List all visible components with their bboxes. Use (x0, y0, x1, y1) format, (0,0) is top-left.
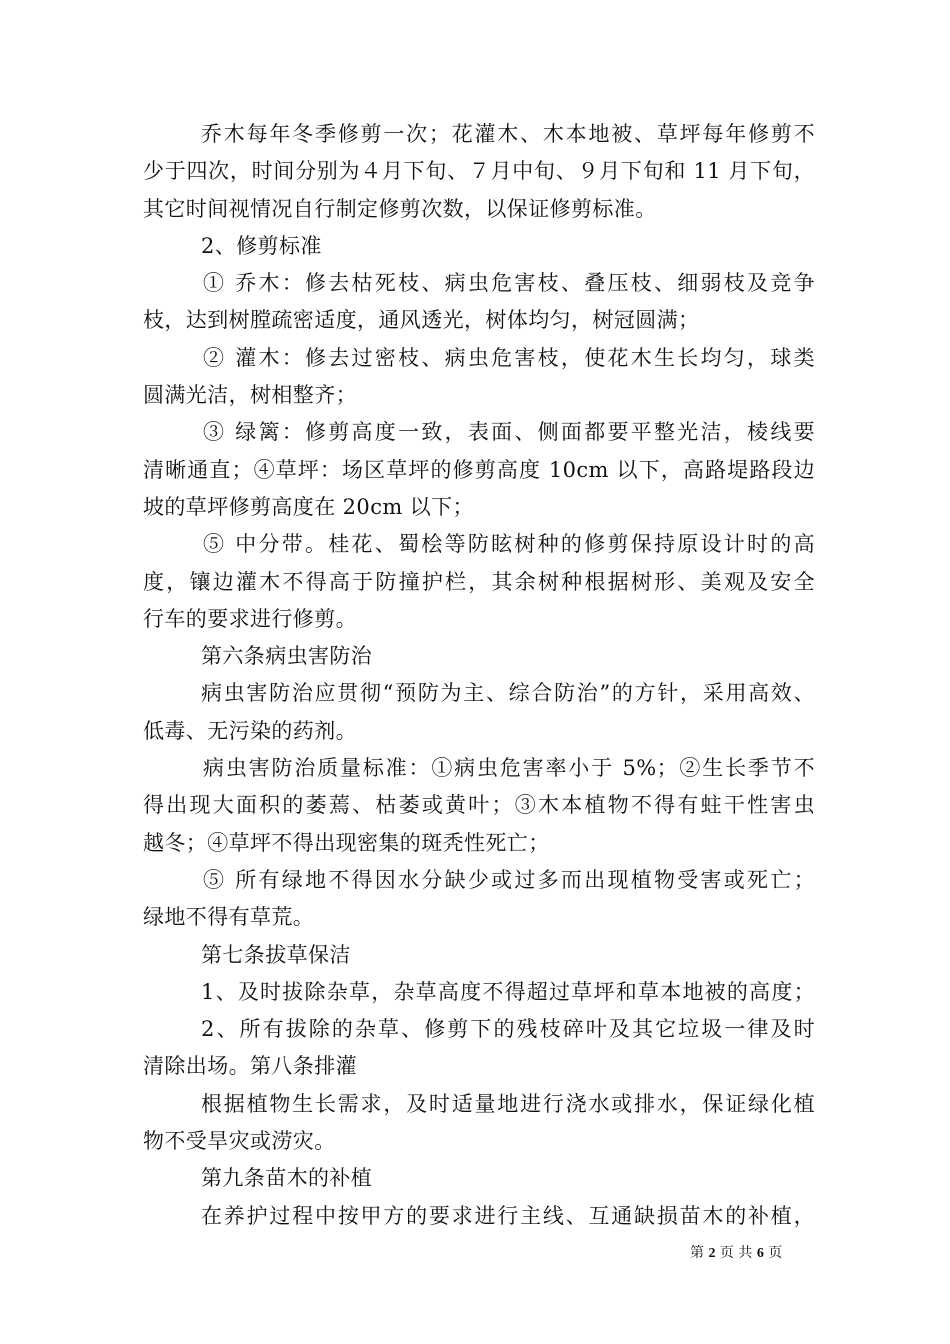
footer-suffix: 页 (768, 1245, 783, 1261)
paragraph-line: 其它时间视情况自行制定修剪次数，以保证修剪标准。 (143, 196, 657, 221)
paragraph-line: 病虫害防治质量标准：①病虫危害率小于 5%；②生长季节不 (203, 756, 815, 781)
paragraph-line: 行车的要求进行修剪。 (143, 606, 357, 631)
paragraph-line: 度，镶边灌木不得高于防撞护栏，其余树种根据树形、美观及安全 (143, 569, 815, 594)
paragraph-line: 清晰通直；④草坪：场区草坪的修剪高度 10cm 以下，高路堤路段边 (143, 457, 815, 482)
paragraph-line: 坡的草坪修剪高度在 20cm 以下； (143, 494, 474, 519)
paragraph-line: 清除出场。第八条排灌 (143, 1054, 357, 1079)
article-heading: 第九条苗木的补植 (201, 1166, 373, 1191)
paragraph-line: 绿地不得有草荒。 (143, 905, 315, 930)
paragraph-line: 病虫害防治应贯彻“预防为主、综合防治”的方针，采用高效、 (201, 681, 815, 706)
footer-prefix: 第 (690, 1245, 704, 1261)
paragraph-line: ③ 绿篱：修剪高度一致，表面、侧面都要平整光洁，棱线要 (203, 420, 815, 445)
paragraph-line: 得出现大面积的萎蔫、枯萎或黄叶；③木本植物不得有蛀干性害虫 (143, 793, 815, 818)
paragraph-line: 枝，达到树膛疏密适度，通风透光，树体均匀，树冠圆满； (143, 308, 700, 333)
document-body (143, 116, 815, 1235)
paragraph-line: 物不受旱灾或涝灾。 (143, 1129, 336, 1154)
total-page-number: 6 (756, 1246, 764, 1261)
paragraph-line: 圆满光洁，树相整齐； (143, 383, 357, 408)
paragraph-line: ⑤ 中分带。桂花、蜀桧等防眩树种的修剪保持原设计时的高 (203, 532, 815, 557)
paragraph-line: ① 乔木：修去枯死枝、病虫危害枝、叠压枝、细弱枝及竞争 (203, 271, 815, 296)
article-heading: 第七条拔草保洁 (201, 942, 351, 967)
current-page-number: 2 (708, 1246, 716, 1261)
section-heading: 2、修剪标准 (201, 233, 322, 258)
paragraph-line: 越冬；④草坪不得出现密集的斑秃性死亡； (143, 830, 550, 855)
paragraph-line: ⑤ 所有绿地不得因水分缺少或过多而出现植物受害或死亡； (203, 867, 815, 892)
paragraph-line: 2、所有拔除的杂草、修剪下的残枝碎叶及其它垃圾一律及时 (201, 1017, 815, 1042)
paragraph-line: ② 灌木：修去过密枝、病虫危害枝，使花木生长均匀，球类 (203, 345, 815, 370)
page-footer (690, 1244, 820, 1263)
paragraph-line: 在养护过程中按甲方的要求进行主线、互通缺损苗木的补植， (201, 1203, 815, 1228)
paragraph-line: 1、及时拔除杂草，杂草高度不得超过草坪和草本地被的高度； (201, 979, 815, 1004)
paragraph-line: 低毒、无污染的药剂。 (143, 718, 357, 743)
paragraph-line: 根据植物生长需求，及时适量地进行浇水或排水，保证绿化植 (201, 1091, 815, 1116)
paragraph-line: 少于四次，时间分别为４月下旬、７月中旬、９月下旬和 11 月下旬， (143, 159, 815, 184)
article-heading: 第六条病虫害防治 (201, 644, 373, 669)
footer-middle: 页 共 (719, 1245, 753, 1261)
paragraph-line: 乔木每年冬季修剪一次；花灌木、木本地被、草坪每年修剪不 (201, 122, 815, 146)
